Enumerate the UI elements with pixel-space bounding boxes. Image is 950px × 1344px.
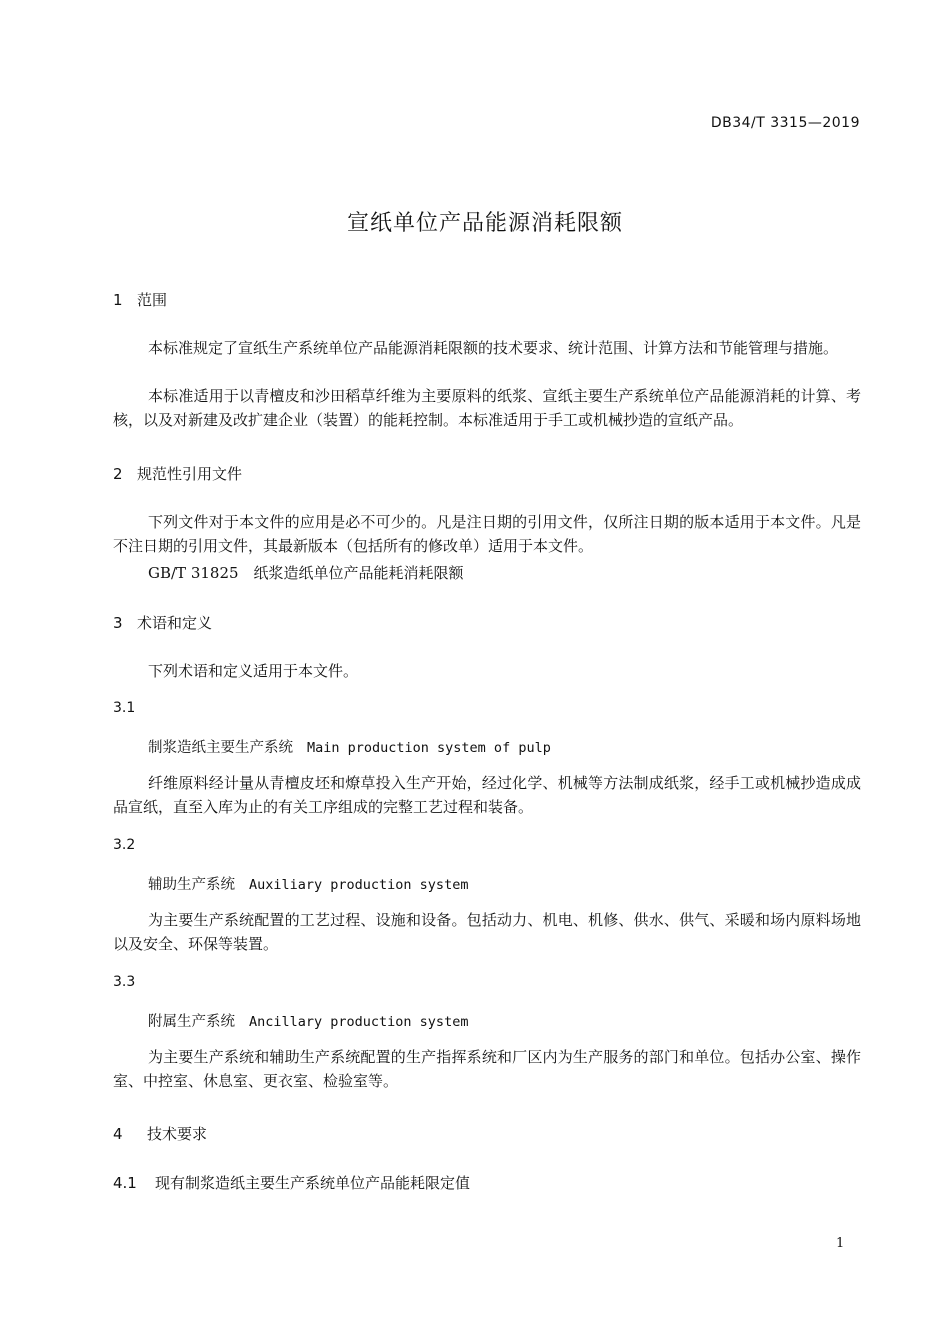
section-3-title: 术语和定义 [137, 614, 213, 632]
term-3-3-definition: 为主要生产系统和辅助生产系统配置的生产指挥系统和厂区内为生产服务的部门和单位。包括办公室、操作室、中控室、休息室、更衣室、检验室等。 [113, 1048, 861, 1090]
term-3-3-en: Ancillary production system [249, 1014, 469, 1030]
section-3-heading [113, 612, 212, 633]
section-2-heading [113, 463, 242, 484]
section-4-title: 技术要求 [147, 1125, 208, 1143]
term-3-1-en: Main production system of pulp [307, 740, 551, 756]
page-number: 1 [836, 1236, 845, 1251]
term-3-2-zh: 辅助生产系统 [148, 877, 235, 893]
section-1-heading [113, 289, 167, 310]
term-3-1-number: 3.1 [113, 700, 136, 716]
section-1-paragraph-2: 本标准适用于以青檀皮和沙田稻草纤维为主要原料的纸浆、宣纸主要生产系统单位产品能源消耗的计算、考核，以及对新建及改扩建企业（装置）的能耗控制。本标准适用于手工或机械抄造的宣纸产品。 [113, 387, 861, 429]
section-4-heading [113, 1123, 207, 1144]
section-2-title: 规范性引用文件 [137, 465, 243, 483]
section-3-intro: 下列术语和定义适用于本文件。 [148, 662, 359, 680]
section-4-1-heading [113, 1172, 470, 1193]
term-3-2-heading [148, 873, 468, 894]
term-3-3-zh: 附属生产系统 [148, 1014, 235, 1030]
term-3-1-definition: 纤维原料经计量从青檀皮坯和燎草投入生产开始，经过化学、机械等方法制成纸浆，经手工或机械抄造成成品宣纸，直至入库为止的有关工序组成的完整工艺过程和装备。 [113, 774, 861, 816]
term-3-2-en: Auxiliary production system [249, 877, 469, 893]
term-3-3-heading [148, 1010, 468, 1031]
term-3-2-definition: 为主要生产系统配置的工艺过程、设施和设备。包括动力、机电、机修、供水、供气、采暖和场内原料场地以及安全、环保等装置。 [113, 911, 861, 953]
section-1-paragraph-1: 本标准规定了宣纸生产系统单位产品能源消耗限额的技术要求、统计范围、计算方法和节能管理与措施。 [148, 339, 839, 357]
normative-reference: GB/T 31825 纸浆造纸单位产品能耗消耗限额 [148, 564, 464, 582]
document-title: 宣纸单位产品能源消耗限额 [346, 211, 623, 236]
term-3-3-number: 3.3 [113, 974, 136, 990]
term-3-1-zh: 制浆造纸主要生产系统 [148, 740, 293, 756]
section-4-1-title: 现有制浆造纸主要生产系统单位产品能耗限定值 [155, 1174, 471, 1192]
section-1-number: 1 [113, 291, 123, 309]
section-4-1-number: 4.1 [113, 1174, 137, 1192]
section-2-paragraph: 下列文件对于本文件的应用是必不可少的。凡是注日期的引用文件，仅所注日期的版本适用于本文件。凡是不注日期的引用文件，其最新版本（包括所有的修改单）适用于本文件。 [113, 513, 861, 555]
section-3-number: 3 [113, 614, 123, 632]
section-1-title: 范围 [137, 291, 168, 309]
section-4-number: 4 [113, 1125, 123, 1143]
section-2-number: 2 [113, 465, 123, 483]
term-3-1-heading [148, 736, 551, 757]
term-3-2-number: 3.2 [113, 837, 136, 853]
document-number: DB34/T 3315—2019 [710, 115, 860, 131]
